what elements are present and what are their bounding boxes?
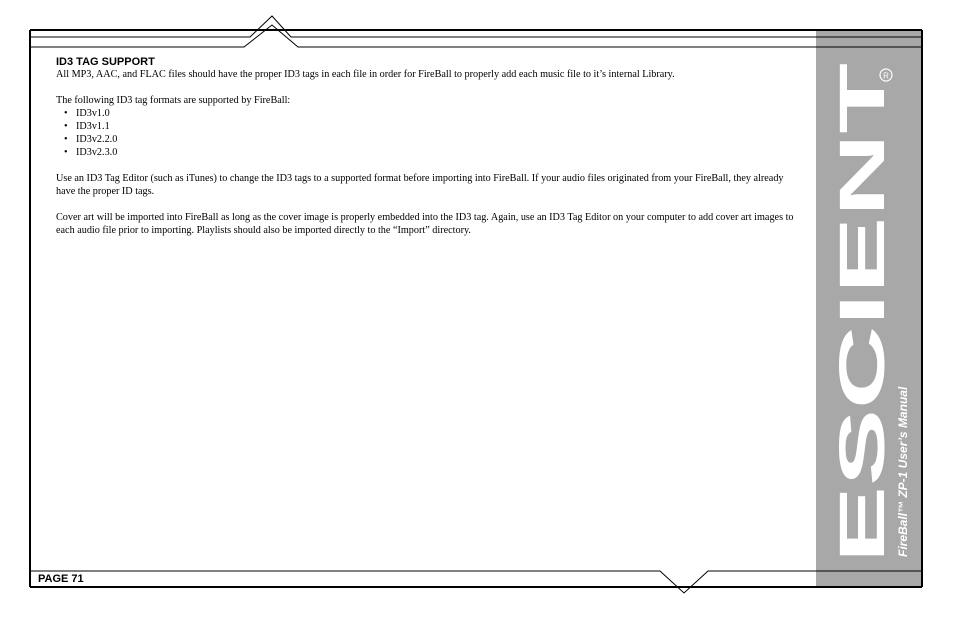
page-number: PAGE 71 (38, 573, 84, 585)
format-list (56, 107, 796, 159)
list-item: • ID3v1.1 (64, 120, 796, 133)
list-item: • ID3v2.3.0 (64, 146, 796, 159)
manual-title: FireBall™ ZP-1 User’s Manual (896, 386, 910, 557)
bottom-notch (30, 571, 922, 593)
escient-logo (826, 63, 898, 563)
intro-paragraph: All MP3, AAC, and FLAC files should have the proper ID3 tags in each file in order for FireBall to properly add each music file to it’s internal Library. (56, 69, 675, 80)
svg-text:R: R (883, 71, 889, 81)
page-content (56, 56, 796, 237)
editor-paragraph: Use an ID3 Tag Editor (such as iTunes) to change the ID3 tags to a supported format before importing into FireBall. If your audio files originated from your FireBall, they already have the proper ID tags. (56, 173, 784, 197)
cover-art-paragraph: Cover art will be imported into FireBall as long as the cover image is properly embedded into the ID3 tag. Again, use an ID3 Tag Editor on your computer to add cover art images to each audio file prior to importing. Playlists should also be imported directly to the “Import” directory. (56, 212, 794, 236)
top-notch (30, 16, 922, 37)
brand-logo-text: ESCIENT (826, 285, 898, 563)
list-item: • ID3v1.0 (64, 107, 796, 120)
section-title: ID3 TAG SUPPORT (56, 56, 155, 68)
formats-intro: The following ID3 tag formats are supported by FireBall: (56, 95, 291, 106)
list-item: • ID3v2.2.0 (64, 133, 796, 146)
